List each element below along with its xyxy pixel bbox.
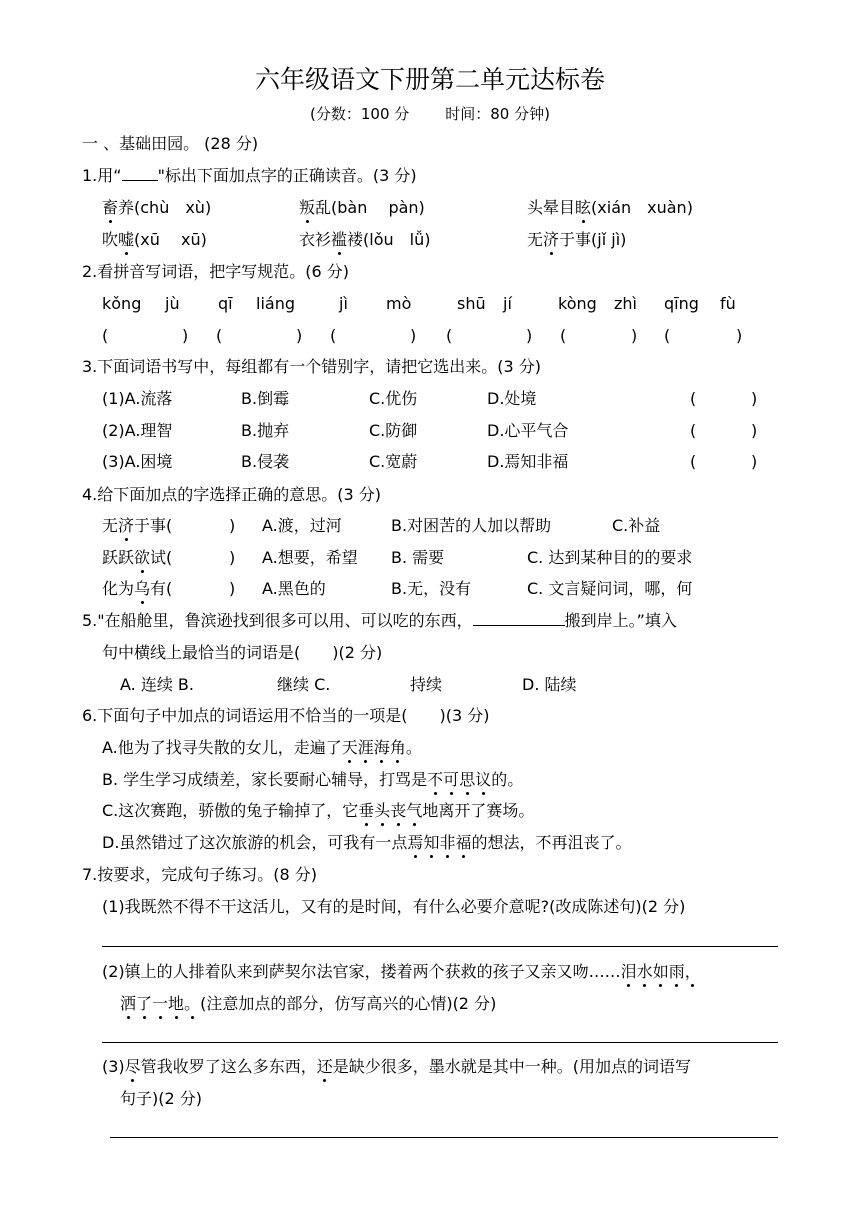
option: D.心平气合 — [487, 421, 569, 440]
answer-paren-open: ( — [330, 326, 337, 345]
answer-paren-close: ) — [751, 389, 758, 408]
option: 继续 C. — [277, 675, 331, 694]
q1-text-pre: 1.用“ — [82, 166, 122, 185]
q1-item: 衣衫褴褛(lǒu lǚ) — [299, 230, 431, 249]
pinyin: qīng — [664, 294, 699, 313]
option: (1)A.流落 — [102, 389, 173, 408]
answer-paren-open: ( — [690, 421, 697, 440]
option: C.补益 — [612, 516, 661, 535]
pinyin: fù — [720, 294, 736, 313]
pinyin: zhì — [614, 294, 637, 313]
question-1 — [82, 166, 417, 186]
pinyin: liáng — [256, 294, 295, 313]
q5-blank — [473, 611, 565, 626]
time-info: 时间：80 分钟) — [445, 105, 550, 123]
pinyin: kòng — [558, 294, 597, 313]
option: 持续 — [410, 675, 443, 694]
answer-paren-close: ) — [631, 326, 638, 345]
q1-blank — [122, 166, 158, 181]
answer-paren-close: ) — [736, 326, 743, 345]
option: B.侵袭 — [241, 452, 290, 471]
option: (2)A.理智 — [102, 421, 173, 440]
option: A.黑色的 — [262, 579, 326, 598]
answer-paren-close: ) — [182, 326, 189, 345]
option: C.防御 — [369, 421, 418, 440]
q7-sentence-3: (3)尽管我收罗了这么多东西，还是缺少很多，墨水就是其中一种。(用加点的词语写 — [102, 1057, 691, 1076]
answer-paren-close: ) — [229, 548, 236, 567]
question-3: 3.下面词语书写中，每组都有一个错别字，请把它选出来。(3 分) — [82, 357, 542, 376]
answer-paren-close: ) — [751, 452, 758, 471]
answer-paren-open: ( — [690, 389, 697, 408]
score-info: (分数：100 分 — [310, 105, 410, 123]
answer-line — [102, 1042, 778, 1043]
q1-item: 吹嘘(xū xū) — [102, 230, 207, 249]
answer-paren-open: ( — [446, 326, 453, 345]
answer-paren-open: ( — [690, 452, 697, 471]
q1-text-post: "标出下面加点字的正确读音。(3 分) — [157, 166, 417, 185]
option: C.优伤 — [369, 389, 418, 408]
q1-item: 头晕目眩(xián xuàn) — [527, 198, 693, 217]
answer-paren-close: ) — [229, 579, 236, 598]
page-title: 六年级语文下册第二单元达标卷 — [254, 65, 605, 94]
answer-paren-open: ( — [664, 326, 671, 345]
answer-paren-close: ) — [296, 326, 303, 345]
q7-sentence-1: (1)我既然不得不干这活儿，又有的是时间，有什么必要介意呢?(改成陈述句)(2 分) — [102, 897, 686, 916]
pinyin: mò — [386, 294, 412, 313]
answer-paren-close: ) — [229, 516, 236, 535]
option: D.处境 — [487, 389, 537, 408]
q6-option-a: A.他为了找寻失散的女儿，走遍了天涯海角。 — [102, 738, 422, 757]
answer-paren-open: ( — [216, 326, 223, 345]
q5-line2: 句中横线上最恰当的词语是( )(2 分) — [102, 643, 383, 662]
page-subtitle — [0, 103, 860, 124]
answer-paren-open: ( — [560, 326, 567, 345]
pinyin: jù — [165, 294, 180, 313]
pinyin: jì — [339, 294, 348, 313]
question-4: 4.给下面加点的字选择正确的意思。(3 分) — [82, 485, 382, 504]
q1-item: 无济于事(jǐ jì) — [527, 230, 627, 249]
option: B.抛弃 — [241, 421, 290, 440]
option: A.想要，希望 — [262, 548, 358, 567]
question-7: 7.按要求，完成句子练习。(8 分) — [82, 865, 318, 884]
answer-paren-open: ( — [102, 326, 109, 345]
pinyin: shū — [457, 294, 486, 313]
option: C. 文言疑问词，哪，何 — [527, 579, 693, 598]
pinyin: qī — [218, 294, 233, 313]
q1-item: 畜养(chù xù) — [102, 198, 212, 217]
q1-item: 叛乱(bàn pàn) — [299, 198, 425, 217]
option: B.对困苦的人加以帮助 — [391, 516, 552, 535]
option: D. 陆续 — [522, 675, 577, 694]
section-heading: 一 、基础田园。 (28 分) — [82, 134, 259, 153]
q7-sentence-2-cont: 洒了一地。(注意加点的部分，仿写高兴的心情)(2 分) — [120, 994, 497, 1013]
answer-line — [102, 946, 778, 947]
option: C. 达到某种目的的要求 — [527, 548, 693, 567]
option: C.宽蔚 — [369, 452, 418, 471]
option: A. 连续 B. — [120, 675, 194, 694]
q7-sentence-3-cont: 句子)(2 分) — [120, 1089, 202, 1108]
question-5: 5."在船舱里，鲁滨逊找到很多可以用、可以吃的东西， 搬到岸上。”填入 — [82, 611, 677, 630]
question-2: 2.看拼音写词语，把字写规范。(6 分) — [82, 262, 350, 281]
option: A.渡，过河 — [262, 516, 342, 535]
pinyin: jí — [503, 294, 512, 313]
option: B. 需要 — [391, 548, 445, 567]
q6-option-c: C.这次赛跑，骄傲的兔子输掉了，它垂头丧气地离开了赛场。 — [102, 801, 535, 820]
q4-term: 跃跃欲试( — [102, 548, 173, 567]
option: D.焉知非福 — [487, 452, 569, 471]
option: B.无，没有 — [391, 579, 472, 598]
q7-sentence-2: (2)镇上的人排着队来到萨契尔法官家，搂着两个获救的孩子又亲又吻……泪水如雨， — [102, 962, 701, 981]
pinyin: kǒng — [102, 294, 142, 313]
answer-line — [110, 1137, 778, 1138]
q6-option-b: B. 学生学习成绩差，家长要耐心辅导，打骂是不可思议的。 — [102, 770, 524, 789]
q6-option-d: D.虽然错过了这次旅游的机会，可我有一点焉知非福的想法，不再沮丧了。 — [102, 833, 632, 852]
option: B.倒霉 — [241, 389, 290, 408]
q4-term: 无济于事( — [102, 516, 173, 535]
question-6: 6.下面句子中加点的词语运用不恰当的一项是( )(3 分) — [82, 706, 490, 725]
option: (3)A.困境 — [102, 452, 173, 471]
answer-paren-close: ) — [751, 421, 758, 440]
answer-paren-close: ) — [410, 326, 417, 345]
q4-term: 化为乌有( — [102, 579, 173, 598]
answer-paren-close: ) — [526, 326, 533, 345]
